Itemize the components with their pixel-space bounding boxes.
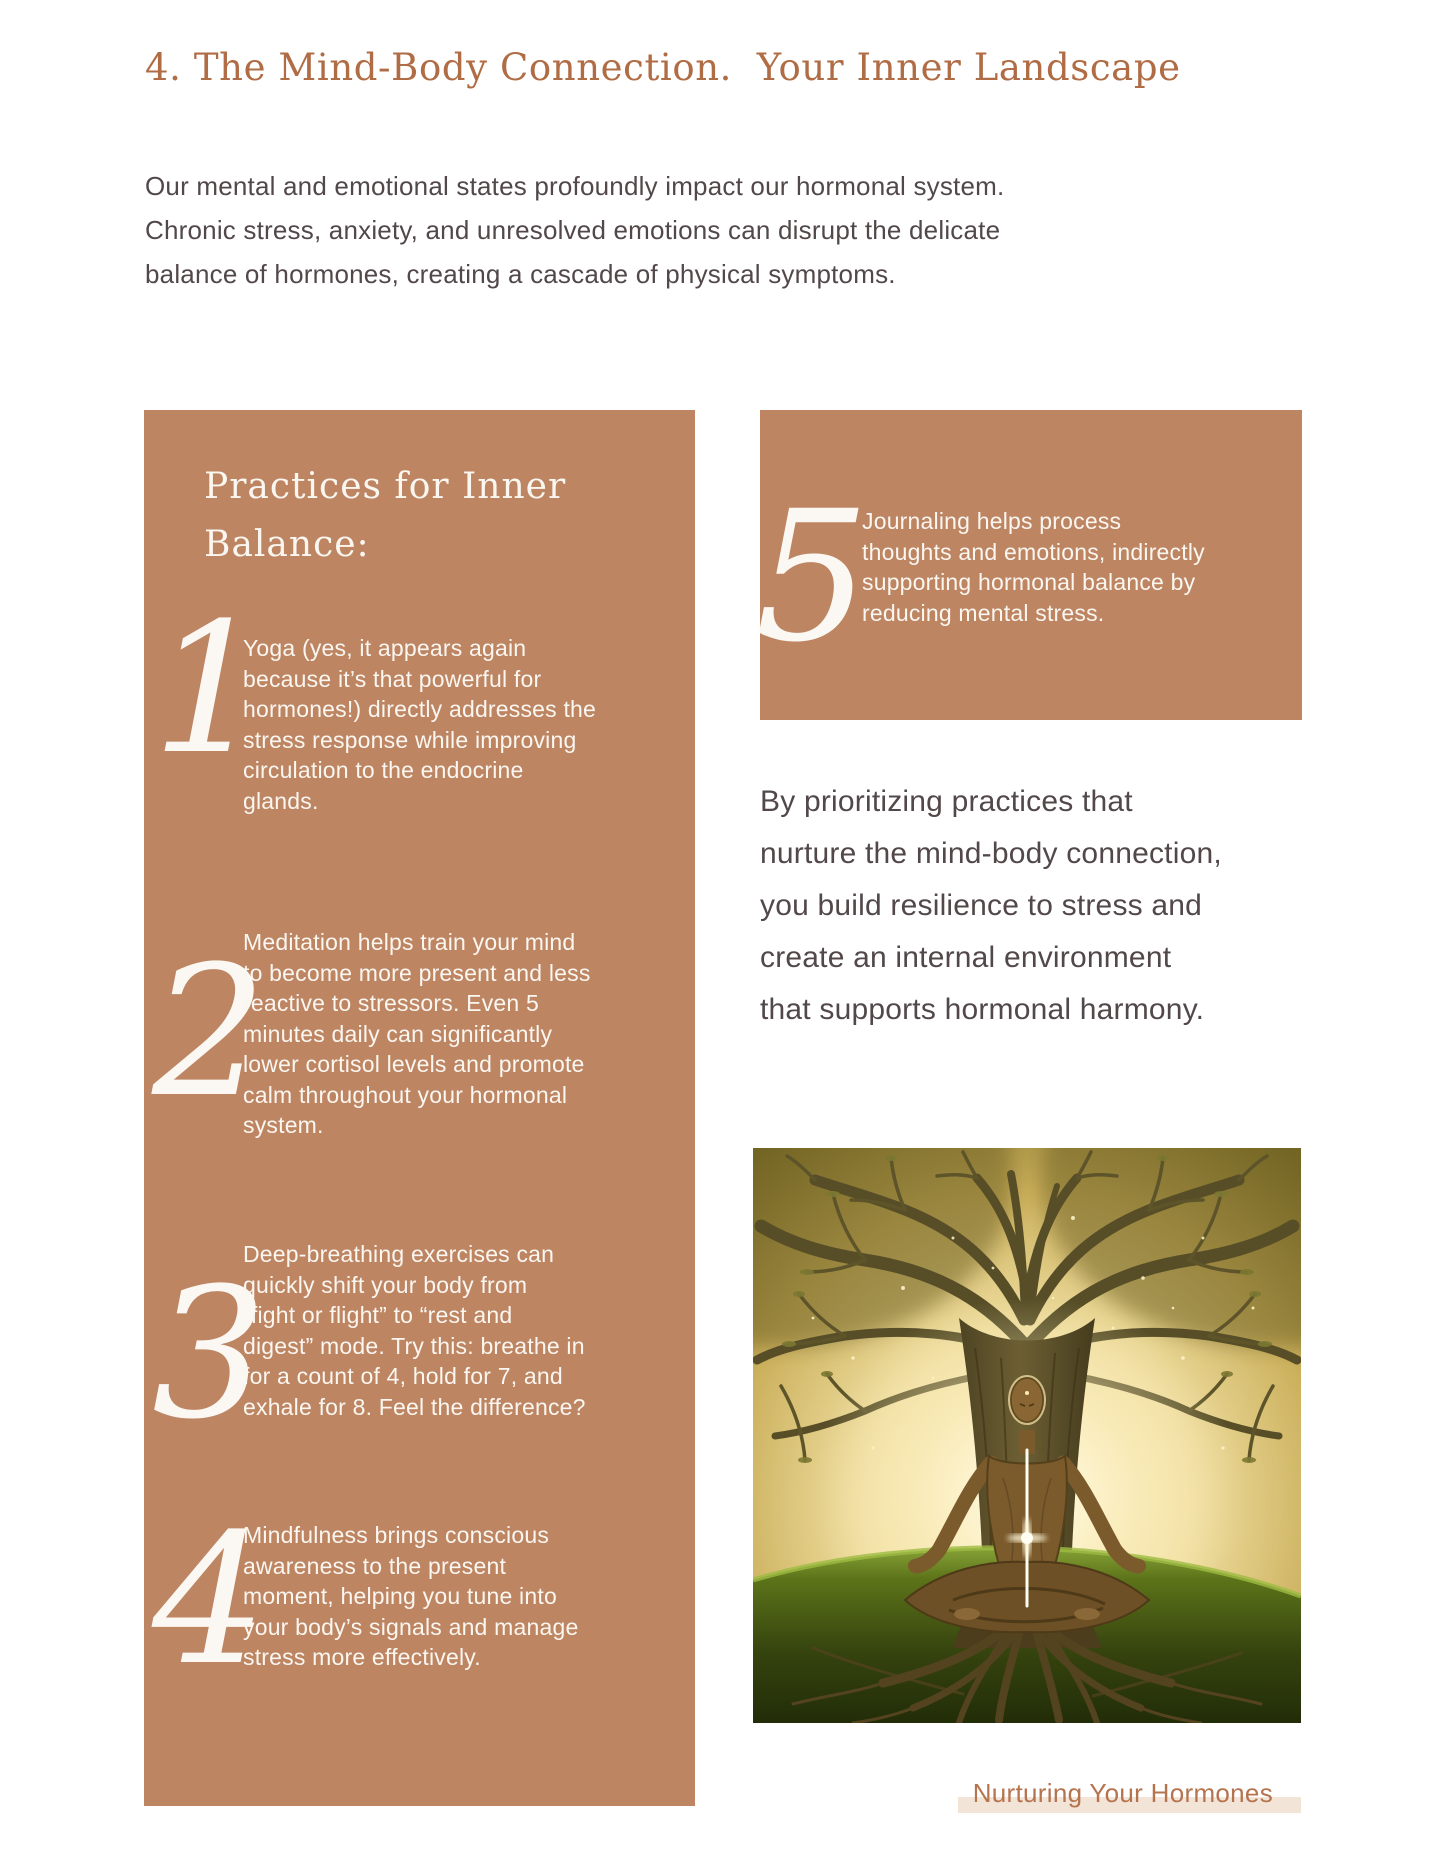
item-number-4: 4 — [152, 1496, 267, 1705]
practice-item-5: Journaling helps process thoughts and emotions, indirectly supporting hormonal balance by reducing mental stress. — [862, 508, 1205, 626]
tree-meditation-illustration — [753, 1148, 1301, 1723]
page-title: 4. The Mind-Body Connection. Your Inner Landscape — [145, 46, 1181, 89]
practice-item-1: Yoga (yes, it appears again because it’s that powerful for hormones!) directly addresses the stress response while improving circulation to the endocrine glands. — [243, 635, 597, 814]
footer-label: Nurturing Your Hormones — [972, 1778, 1273, 1808]
practices-heading: Practices for Inner Balance: — [204, 466, 567, 565]
intro-paragraph: Our mental and emotional states profoundly impact our hormonal system. Chronic stress, anxiety, and unresolved emotions can disrupt the delicate balance of hormones, creating a cascade of physical symptoms. — [145, 171, 1005, 289]
practice-item-3: Deep-breathing exercises can quickly shift your body from “fight or flight” to “rest and digest” mode. Try this: breathe in for a count of 4, hold for 7, and exhale for 8. Feel the difference? — [243, 1241, 586, 1420]
practice-item-2: Meditation helps train your mind to become more present and less reactive to stressors. Even 5 minutes daily can significantly lower cortisol levels and promote calm throughout your hormonal system. — [243, 929, 591, 1138]
item-number-2: 2 — [152, 928, 267, 1137]
item-number-5: 5 — [755, 473, 870, 682]
journaling-box — [755, 410, 1302, 720]
item-number-1: 1 — [152, 585, 267, 794]
practice-item-4: Mindfulness brings conscious awareness to the present moment, helping you tune into your body’s signals and manage stress more effectively. — [243, 1522, 579, 1670]
tree-meditation-svg — [753, 1148, 1301, 1723]
practices-box — [144, 410, 695, 1806]
footer — [958, 1778, 1301, 1818]
item-number-3: 3 — [152, 1250, 267, 1459]
summary-paragraph: By prioritizing practices that nurture the mind-body connection, you build resilience to stress and create an internal environment that supports hormonal harmony. — [760, 785, 1222, 1026]
